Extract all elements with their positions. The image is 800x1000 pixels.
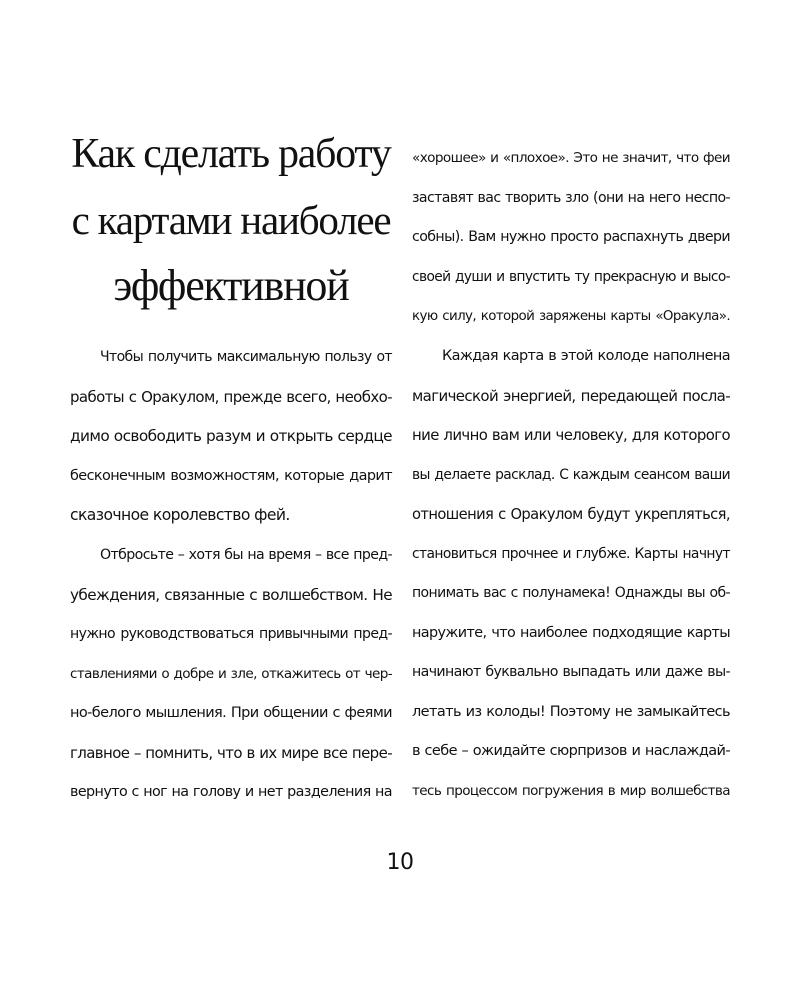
text-line: магической энергией, передающей посла- — [412, 386, 730, 405]
text-line: Каждая карта в этой колоде наполнена — [442, 348, 730, 364]
text-line: тесь процессом погружения в мир волшебства — [412, 782, 730, 799]
heading-line: эффективной — [113, 261, 349, 310]
text-line: заставят вас творить зло (они на него неспо- — [412, 189, 730, 206]
page-number: 10 — [386, 850, 414, 875]
text-line: но-белого мышления. При общении с феями — [70, 705, 392, 721]
text-line: летать из колоды! Поэтому не замыкайтесь — [412, 703, 730, 720]
text-line: вы делаете расклад. С каждым сеансом ваши — [412, 466, 730, 483]
heading-line: с картами наиболее — [71, 197, 391, 243]
text-line: «хорошее» и «плохое». Это не значит, что феи — [412, 150, 730, 166]
text-line: Отбросьте – хотя бы на время – все пред- — [100, 547, 392, 563]
text-line: понимать вас с полунамека! Однажды вы об- — [412, 585, 730, 601]
chapter-heading — [70, 121, 392, 319]
text-line: начинают буквально выпадать или даже вы- — [412, 664, 730, 680]
text-line: вернуто с ног на голову и нет разделения на — [70, 784, 392, 800]
text-line: становиться прочнее и глубже. Карты начнут — [412, 545, 730, 562]
text-line: собны). Вам нужно просто распахнуть двери — [412, 229, 730, 245]
text-line: нужно руководствоваться привычными пред- — [70, 626, 392, 642]
text-line: в себе – ожидайте сюрпризов и наслаждай- — [412, 743, 730, 759]
text-line: сказочное королевство фей. — [70, 506, 290, 524]
left-paragraph-1 — [70, 338, 392, 536]
text-line: ставлениями о добре и зле, откажитесь от чер- — [70, 665, 392, 682]
text-line: убеждения, связанные с волшебством. Не — [70, 585, 392, 604]
text-line: бесконечным возможностям, которые дарит — [70, 467, 392, 484]
text-line: главное – помнить, что в их мире все пере- — [70, 743, 392, 762]
text-line: работы с Оракулом, прежде всего, необхо- — [70, 387, 392, 406]
text-line: димо освободить разум и открыть сердце — [70, 427, 392, 445]
left-paragraph-2 — [70, 536, 392, 813]
text-line: кую силу, которой заряжены карты «Оракула». — [412, 309, 730, 324]
text-line: Чтобы получить максимальную пользу от — [100, 349, 392, 365]
text-line: отношения с Оракулом будут укрепляться, — [412, 506, 730, 523]
text-line: наружите, что наиболее подходящие карты — [412, 624, 730, 641]
right-paragraph-1 — [412, 139, 730, 337]
heading-line: Как сделать работу — [71, 131, 391, 177]
text-line: ние лично вам или человеку, для которого — [412, 426, 730, 444]
right-paragraph-2 — [412, 337, 730, 811]
text-line: своей души и впустить ту прекрасную и высо- — [412, 268, 730, 285]
